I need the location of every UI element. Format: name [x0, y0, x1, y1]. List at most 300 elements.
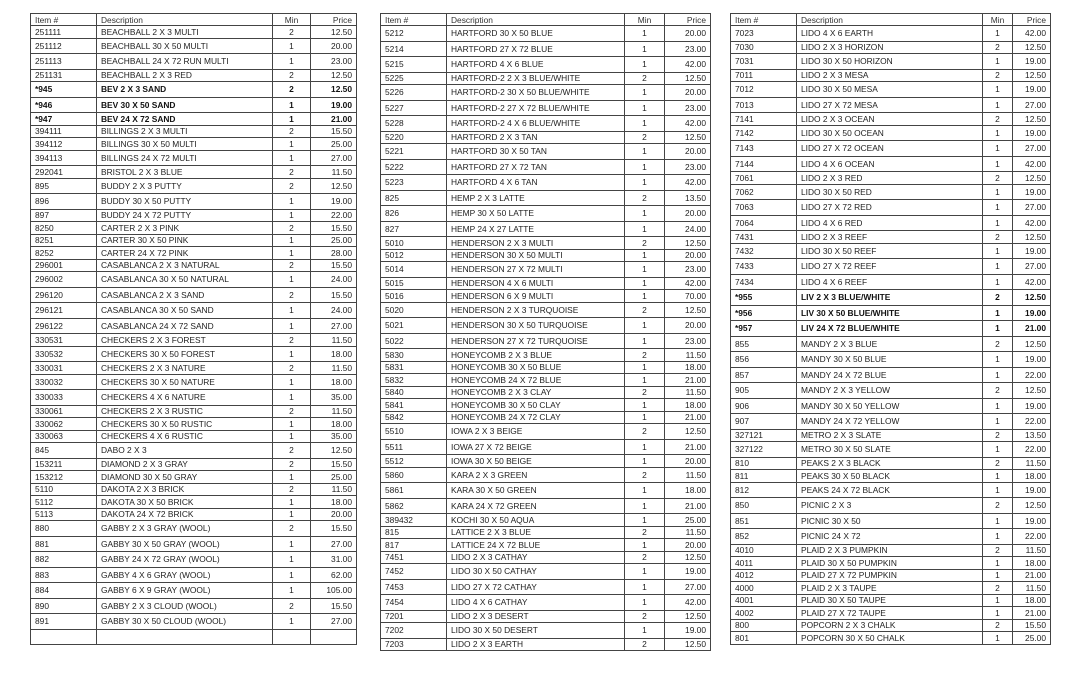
- cell-item: 826: [381, 206, 447, 222]
- table-row: [381, 249, 711, 262]
- cell-item: 8250: [31, 222, 97, 235]
- cell-item: 5862: [381, 498, 447, 514]
- table-row: [731, 97, 1051, 113]
- cell-item: 5860: [381, 467, 447, 483]
- table-row: [31, 458, 357, 471]
- cell-item: 811: [731, 470, 797, 483]
- cell-price: 11.50: [1013, 457, 1051, 470]
- table-row: [31, 303, 357, 319]
- cell-item: 5832: [381, 374, 447, 387]
- table-row: [381, 526, 711, 539]
- cell-price: 21.00: [1013, 569, 1051, 582]
- cell-min: 1: [273, 194, 311, 210]
- cell-min: 1: [625, 539, 665, 552]
- cell-min: 2: [273, 125, 311, 138]
- table-row: [381, 131, 711, 144]
- cell-description: HENDERSON 27 X 72 TURQUOISE: [447, 333, 625, 349]
- table-row: [31, 521, 357, 537]
- cell-description: HENDERSON 2 X 3 TURQUOISE: [447, 302, 625, 318]
- cell-description: KARA 30 X 50 GREEN: [447, 483, 625, 499]
- cell-price: 15.50: [1013, 619, 1051, 632]
- cell-description: GABBY 2 X 3 GRAY (WOOL): [97, 521, 273, 537]
- cell-item: 330032: [31, 374, 97, 390]
- cell-price: 19.00: [1013, 352, 1051, 368]
- table-row: [731, 594, 1051, 607]
- cell-description: DIAMOND 30 X 50 GRAY: [97, 471, 273, 484]
- cell-description: HONEYCOMB 2 X 3 CLAY: [447, 386, 625, 399]
- cell-min: 2: [983, 582, 1013, 595]
- table-row: [381, 439, 711, 455]
- cell-description: CASABLANCA 30 X 50 SAND: [97, 303, 273, 319]
- cell-price: 25.00: [1013, 632, 1051, 645]
- cell-item: *956: [731, 305, 797, 321]
- cell-description: BEV 24 X 72 SAND: [97, 113, 273, 126]
- cell-price: 42.00: [1013, 274, 1051, 290]
- table-row: [31, 97, 357, 113]
- cell-price: 12.50: [665, 302, 711, 318]
- cell-item: 5841: [381, 399, 447, 412]
- cell-description: BILLINGS 24 X 72 MULTI: [97, 150, 273, 166]
- cell-item: 850: [731, 498, 797, 514]
- cell-item: 327121: [731, 429, 797, 442]
- cell-min: 1: [273, 430, 311, 443]
- cell-item: 292041: [31, 166, 97, 179]
- cell-description: CASABLANCA 2 X 3 NATURAL: [97, 259, 273, 272]
- table-row: [381, 514, 711, 527]
- cell-description: BRISTOL 2 X 3 BLUE: [97, 166, 273, 179]
- header-price: Price: [1013, 14, 1051, 26]
- cell-item: 5228: [381, 116, 447, 132]
- cell-item: 884: [31, 583, 97, 599]
- table-row: [31, 430, 357, 443]
- table-row: [31, 583, 357, 599]
- cell-price: 12.50: [665, 424, 711, 440]
- table-row: [731, 457, 1051, 470]
- table-row: [381, 349, 711, 362]
- table-row: [731, 482, 1051, 498]
- header-min: Min: [273, 14, 311, 26]
- cell-price: 12.50: [1013, 290, 1051, 306]
- cell-min: 1: [273, 209, 311, 222]
- cell-description: PICNIC 30 X 50: [797, 513, 983, 529]
- cell-min: 1: [625, 41, 665, 57]
- table-row: [31, 443, 357, 459]
- cell-item: 7451: [381, 551, 447, 564]
- cell-item: 7011: [731, 69, 797, 82]
- cell-item: 330033: [31, 390, 97, 406]
- cell-description: LIDO 27 X 72 CATHAY: [447, 579, 625, 595]
- cell-min: 1: [983, 259, 1013, 275]
- cell-min: 1: [983, 352, 1013, 368]
- cell-item: 810: [731, 457, 797, 470]
- cell-price: 27.00: [1013, 200, 1051, 216]
- cell-price: 19.00: [1013, 513, 1051, 529]
- cell-min: 1: [273, 496, 311, 509]
- table-row: [731, 632, 1051, 645]
- cell-min: 1: [625, 374, 665, 387]
- table-row: [731, 41, 1051, 54]
- cell-min: 1: [273, 471, 311, 484]
- cell-min: 1: [273, 346, 311, 362]
- cell-min: 2: [273, 483, 311, 496]
- cell-description: HONEYCOMB 24 X 72 BLUE: [447, 374, 625, 387]
- cell-price: 21.00: [665, 439, 711, 455]
- table-row: [381, 41, 711, 57]
- cell-price: 11.50: [311, 334, 357, 347]
- cell-price: 18.00: [311, 496, 357, 509]
- cell-item: 5225: [381, 72, 447, 85]
- table-row: [381, 159, 711, 175]
- cell-min: 1: [273, 138, 311, 151]
- cell-min: 1: [625, 262, 665, 278]
- cell-price: 20.00: [665, 539, 711, 552]
- cell-min: 1: [983, 367, 1013, 383]
- table-row: [381, 262, 711, 278]
- table-row: [31, 390, 357, 406]
- cell-description: LATTICE 2 X 3 BLUE: [447, 526, 625, 539]
- cell-description: HARTFORD 4 X 6 TAN: [447, 175, 625, 191]
- cell-min: 1: [983, 482, 1013, 498]
- cell-price: 20.00: [665, 249, 711, 262]
- table-row: [731, 607, 1051, 620]
- cell-description: HARTFORD 30 X 50 TAN: [447, 144, 625, 160]
- cell-price: 20.00: [665, 455, 711, 468]
- header-item: Item #: [381, 14, 447, 26]
- cell-description: LIDO 30 X 50 RED: [797, 184, 983, 200]
- header-description: Description: [97, 14, 273, 26]
- table-row: [31, 234, 357, 247]
- cell-price: 11.50: [1013, 544, 1051, 557]
- cell-min: 1: [625, 483, 665, 499]
- cell-description: HENDERSON 6 X 9 MULTI: [447, 290, 625, 303]
- cell-item: 394112: [31, 138, 97, 151]
- cell-min: 1: [273, 508, 311, 521]
- cell-price: 11.50: [311, 166, 357, 179]
- cell-min: 1: [983, 26, 1013, 42]
- table-row: [31, 598, 357, 614]
- cell-description: CHECKERS 4 X 6 RUSTIC: [97, 430, 273, 443]
- cell-description: PLAID 27 X 72 PUMPKIN: [797, 569, 983, 582]
- cell-item: 4012: [731, 569, 797, 582]
- cell-item: 857: [731, 367, 797, 383]
- table-row: [31, 194, 357, 210]
- cell-item: 5220: [381, 131, 447, 144]
- table-row: [731, 243, 1051, 259]
- cell-min: 1: [983, 97, 1013, 113]
- cell-price: 31.00: [311, 552, 357, 568]
- cell-description: BUDDY 2 X 3 PUTTY: [97, 178, 273, 194]
- cell-item: 7144: [731, 156, 797, 172]
- cell-min: 1: [625, 595, 665, 611]
- table-row: [731, 200, 1051, 216]
- cell-description: LIDO 27 X 72 REEF: [797, 259, 983, 275]
- cell-description: MANDY 2 X 3 BLUE: [797, 336, 983, 352]
- cell-price: 28.00: [311, 247, 357, 260]
- cell-item: 812: [731, 482, 797, 498]
- cell-item: 7061: [731, 172, 797, 185]
- cell-price: 42.00: [1013, 215, 1051, 231]
- cell-min: 1: [625, 579, 665, 595]
- cell-item: 4001: [731, 594, 797, 607]
- cell-min: 1: [625, 277, 665, 290]
- cell-description: BUDDY 24 X 72 PUTTY: [97, 209, 273, 222]
- table-row: [731, 470, 1051, 483]
- table-row: [731, 352, 1051, 368]
- cell-price: 12.50: [1013, 336, 1051, 352]
- table-row: [381, 610, 711, 623]
- cell-price: 11.50: [665, 349, 711, 362]
- cell-description: HARTFORD 2 X 3 TAN: [447, 131, 625, 144]
- cell-min: 1: [983, 82, 1013, 98]
- cell-description: [97, 629, 273, 645]
- cell-description: LIV 24 X 72 BLUE/WHITE: [797, 321, 983, 337]
- cell-min: 2: [273, 82, 311, 98]
- cell-min: 1: [273, 247, 311, 260]
- table-row: [731, 215, 1051, 231]
- cell-item: 897: [31, 209, 97, 222]
- cell-item: 251111: [31, 26, 97, 39]
- cell-min: 1: [983, 442, 1013, 458]
- cell-item: 856: [731, 352, 797, 368]
- table-row: [31, 374, 357, 390]
- table-row: [381, 175, 711, 191]
- table-row: [381, 302, 711, 318]
- cell-price: 23.00: [665, 333, 711, 349]
- table-row: [731, 113, 1051, 126]
- cell-item: 881: [31, 536, 97, 552]
- cell-price: 15.50: [311, 521, 357, 537]
- table-row: [31, 287, 357, 303]
- cell-description: POPCORN 2 X 3 CHALK: [797, 619, 983, 632]
- cell-item: 7063: [731, 200, 797, 216]
- cell-item: 815: [381, 526, 447, 539]
- cell-price: 19.00: [1013, 243, 1051, 259]
- cell-price: 12.50: [1013, 383, 1051, 399]
- cell-price: 25.00: [311, 471, 357, 484]
- cell-item: 5227: [381, 100, 447, 116]
- cell-min: 1: [983, 607, 1013, 620]
- cell-price: 18.00: [1013, 594, 1051, 607]
- cell-description: MANDY 30 X 50 YELLOW: [797, 398, 983, 414]
- cell-item: 801: [731, 632, 797, 645]
- cell-min: 1: [983, 184, 1013, 200]
- cell-min: 2: [983, 429, 1013, 442]
- table-row: [731, 619, 1051, 632]
- cell-price: 23.00: [665, 100, 711, 116]
- cell-description: MANDY 24 X 72 BLUE: [797, 367, 983, 383]
- cell-description: LIV 2 X 3 BLUE/WHITE: [797, 290, 983, 306]
- cell-item: 5110: [31, 483, 97, 496]
- table-row: [31, 38, 357, 54]
- cell-price: 19.00: [1013, 482, 1051, 498]
- cell-price: 18.00: [311, 346, 357, 362]
- cell-price: 11.50: [311, 362, 357, 375]
- cell-min: 1: [273, 614, 311, 630]
- table-row: [731, 26, 1051, 42]
- cell-item: 8252: [31, 247, 97, 260]
- cell-item: 7431: [731, 231, 797, 244]
- cell-description: CHECKERS 30 X 50 FOREST: [97, 346, 273, 362]
- cell-price: 15.50: [311, 125, 357, 138]
- cell-description: PLAID 30 X 50 PUMPKIN: [797, 557, 983, 570]
- cell-description: HONEYCOMB 2 X 3 BLUE: [447, 349, 625, 362]
- cell-item: 7013: [731, 97, 797, 113]
- cell-min: 1: [625, 318, 665, 334]
- cell-description: CHECKERS 4 X 6 NATURE: [97, 390, 273, 406]
- cell-description: BILLINGS 2 X 3 MULTI: [97, 125, 273, 138]
- cell-description: GABBY 2 X 3 CLOUD (WOOL): [97, 598, 273, 614]
- cell-min: 1: [983, 513, 1013, 529]
- table-row: [381, 237, 711, 250]
- table-row: [31, 629, 357, 645]
- table-row: [381, 424, 711, 440]
- table-row: [381, 551, 711, 564]
- cell-item: 153211: [31, 458, 97, 471]
- cell-price: 27.00: [311, 150, 357, 166]
- cell-item: 251131: [31, 69, 97, 82]
- cell-description: LIDO 30 X 50 CATHAY: [447, 564, 625, 580]
- cell-description: DIAMOND 2 X 3 GRAY: [97, 458, 273, 471]
- cell-item: 7452: [381, 564, 447, 580]
- cell-description: IOWA 27 X 72 BEIGE: [447, 439, 625, 455]
- cell-min: 2: [273, 287, 311, 303]
- table-header-row: [381, 14, 711, 26]
- cell-item: 7023: [731, 26, 797, 42]
- cell-description: DAKOTA 30 X 50 BRICK: [97, 496, 273, 509]
- cell-price: 13.50: [665, 190, 711, 206]
- cell-description: PEAKS 24 X 72 BLACK: [797, 482, 983, 498]
- cell-item: 882: [31, 552, 97, 568]
- table-row: [31, 508, 357, 521]
- cell-min: 1: [983, 243, 1013, 259]
- cell-price: 70.00: [665, 290, 711, 303]
- cell-item: 394113: [31, 150, 97, 166]
- cell-min: 2: [273, 521, 311, 537]
- cell-item: 5112: [31, 496, 97, 509]
- cell-min: 1: [983, 632, 1013, 645]
- cell-item: *946: [31, 97, 97, 113]
- cell-price: 42.00: [665, 175, 711, 191]
- cell-price: 19.00: [1013, 82, 1051, 98]
- table-row: [381, 386, 711, 399]
- cell-min: 1: [625, 290, 665, 303]
- cell-description: GABBY 4 X 6 GRAY (WOOL): [97, 567, 273, 583]
- cell-item: 890: [31, 598, 97, 614]
- cell-min: 1: [625, 100, 665, 116]
- table-row: [31, 334, 357, 347]
- cell-price: 18.00: [1013, 470, 1051, 483]
- cell-item: 4010: [731, 544, 797, 557]
- cell-price: 62.00: [311, 567, 357, 583]
- cell-price: [311, 629, 357, 645]
- cell-description: LIDO 30 X 50 DESERT: [447, 623, 625, 639]
- cell-price: 19.00: [1013, 125, 1051, 141]
- table-row: [31, 113, 357, 126]
- cell-item: 5226: [381, 85, 447, 101]
- cell-item: 891: [31, 614, 97, 630]
- cell-price: 42.00: [1013, 156, 1051, 172]
- cell-description: METRO 30 X 50 SLATE: [797, 442, 983, 458]
- cell-price: 24.00: [311, 272, 357, 288]
- cell-min: 2: [983, 231, 1013, 244]
- cell-item: 251112: [31, 38, 97, 54]
- cell-min: 2: [273, 178, 311, 194]
- cell-description: GABBY 24 X 72 GRAY (WOOL): [97, 552, 273, 568]
- cell-price: 20.00: [311, 508, 357, 521]
- table-row: [731, 156, 1051, 172]
- cell-item: 895: [31, 178, 97, 194]
- table-row: [31, 69, 357, 82]
- cell-price: 35.00: [311, 390, 357, 406]
- table-row: [731, 429, 1051, 442]
- cell-description: PICNIC 2 X 3: [797, 498, 983, 514]
- table-row: [731, 321, 1051, 337]
- cell-description: CHECKERS 2 X 3 NATURE: [97, 362, 273, 375]
- price-list-table-1: [30, 13, 357, 645]
- cell-item: 5015: [381, 277, 447, 290]
- table-row: [731, 290, 1051, 306]
- cell-item: 817: [381, 539, 447, 552]
- cell-min: 2: [983, 498, 1013, 514]
- cell-min: 1: [625, 26, 665, 42]
- cell-price: 19.00: [311, 194, 357, 210]
- cell-item: 7064: [731, 215, 797, 231]
- cell-price: 18.00: [311, 374, 357, 390]
- cell-price: 15.50: [311, 259, 357, 272]
- cell-item: 330061: [31, 405, 97, 418]
- cell-min: 2: [273, 259, 311, 272]
- cell-item: 8251: [31, 234, 97, 247]
- cell-price: 23.00: [311, 54, 357, 70]
- cell-item: 4011: [731, 557, 797, 570]
- cell-item: 852: [731, 529, 797, 545]
- table-row: [731, 69, 1051, 82]
- cell-min: 2: [273, 458, 311, 471]
- cell-description: HONEYCOMB 30 X 50 CLAY: [447, 399, 625, 412]
- cell-price: 15.50: [311, 222, 357, 235]
- cell-min: 1: [273, 552, 311, 568]
- cell-min: 2: [983, 383, 1013, 399]
- cell-price: 18.00: [1013, 557, 1051, 570]
- cell-description: HEMP 24 X 27 LATTE: [447, 221, 625, 237]
- cell-item: 5020: [381, 302, 447, 318]
- table-row: [31, 362, 357, 375]
- cell-item: 883: [31, 567, 97, 583]
- table-row: [31, 259, 357, 272]
- cell-description: LIDO 2 X 3 DESERT: [447, 610, 625, 623]
- cell-price: 25.00: [311, 234, 357, 247]
- cell-description: PICNIC 24 X 72: [797, 529, 983, 545]
- cell-item: 330531: [31, 334, 97, 347]
- cell-description: PLAID 27 X 72 TAUPE: [797, 607, 983, 620]
- table-row: [731, 305, 1051, 321]
- cell-description: HEMP 30 X 50 LATTE: [447, 206, 625, 222]
- table-row: [31, 346, 357, 362]
- cell-description: LIDO 2 X 3 CATHAY: [447, 551, 625, 564]
- cell-min: 2: [625, 190, 665, 206]
- cell-item: 296001: [31, 259, 97, 272]
- cell-description: BEACHBALL 2 X 3 MULTI: [97, 26, 273, 39]
- cell-min: 2: [625, 467, 665, 483]
- table-row: [731, 54, 1051, 70]
- cell-price: 21.00: [311, 113, 357, 126]
- table-row: [381, 638, 711, 651]
- table-row: [381, 221, 711, 237]
- cell-description: HARTFORD-2 27 X 72 BLUE/WHITE: [447, 100, 625, 116]
- cell-price: 27.00: [1013, 259, 1051, 275]
- cell-min: 1: [625, 623, 665, 639]
- header-description: Description: [447, 14, 625, 26]
